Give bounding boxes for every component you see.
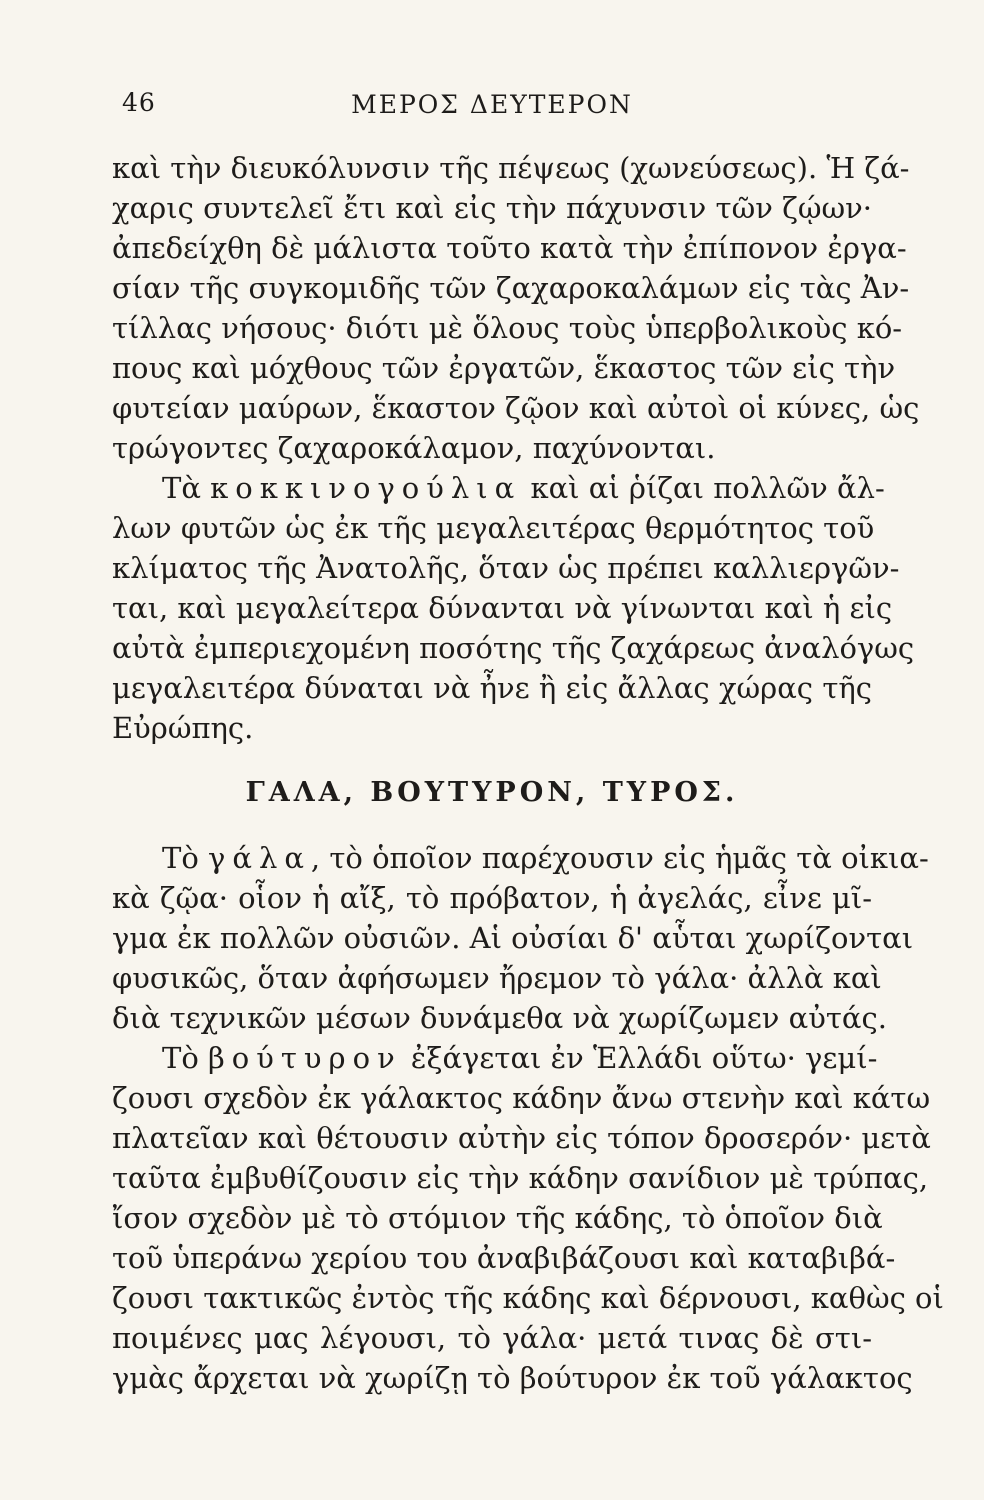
paragraph-first-line (112, 1038, 878, 1078)
text-line: ταῦτα ἐμβυθίζουσιν εἰς τὴν κάδην σανίδιον μὲ τρύπας, (112, 1161, 929, 1195)
paragraph-lead: Τὸ (162, 1041, 199, 1075)
text-line: λων φυτῶν ὡς ἐκ τῆς μεγαλειτέρας θερμότητος τοῦ (112, 511, 875, 545)
text-line: ἀπεδείχθη δὲ μάλιστα τοῦτο κατὰ τὴν ἐπίπονον ἐργα- (112, 231, 907, 265)
paragraph-first-line-rest: καὶ αἱ ῥίζαι πολλῶν ἄλ- (530, 471, 885, 505)
text-line: αὐτὰ ἐμπεριεχομένη ποσότης τῆς ζαχάρεως ἀναλόγως (112, 631, 915, 665)
text-line: τρώγοντες ζαχαροκάλαμον, παχύνονται. (112, 431, 716, 465)
text-line: καὶ τὴν διευκόλυνσιν τῆς πέψεως (χωνεύσεως). Ἡ ζά- (112, 151, 910, 185)
text-line: ζουσι τακτικῶς ἐντὸς τῆς κάδης καὶ δέρνουσι, καθὼς οἱ (112, 1281, 944, 1315)
text-line: γμα ἐκ πολλῶν οὐσιῶν. Αἱ οὐσίαι δ' αὗται χωρίζονται (112, 921, 914, 955)
page-number: 46 (122, 88, 156, 117)
paragraph-first-line-rest: , τὸ ὁποῖον παρέχουσιν εἰς ἡμᾶς τὰ οἰκια- (310, 841, 929, 875)
spaced-emphasis-word: γάλα (208, 841, 311, 875)
paragraph-lead: Τὰ (162, 471, 201, 505)
section-title: ΓΑΛΑ, ΒΟΥΤΥΡΟΝ, ΤΥΡΟΣ. (245, 777, 739, 808)
text-line: πους καὶ μόχθους τῶν ἐργατῶν, ἕκαστος τῶν εἰς τὴν (112, 351, 896, 385)
text-line: τοῦ ὑπεράνω χερίου του ἀναβιβάζουσι καὶ καταβιβά- (112, 1241, 896, 1275)
paragraph-first-line (112, 468, 885, 508)
text-line: μεγαλειτέρα δύναται νὰ ἦνε ἢ εἰς ἄλλας χώρας τῆς (112, 671, 872, 705)
text-line: φυσικῶς, ὅταν ἀφήσωμεν ἤρεμον τὸ γάλα· ἀλλὰ καὶ (112, 961, 882, 995)
text-line: πλατεῖαν καὶ θέτουσιν αὐτὴν εἰς τόπον δροσερόν· μετὰ (112, 1121, 931, 1155)
spaced-emphasis-word: κοκκινογούλια (210, 471, 522, 505)
text-line: γμὰς ἄρχεται νὰ χωρίζῃ τὸ βούτυρον ἐκ τοῦ γάλακτος (112, 1361, 913, 1395)
text-line: ζουσι σχεδὸν ἐκ γάλακτος κάδην ἄνω στενὴν καὶ κάτω (112, 1081, 931, 1115)
text-line: σίαν τῆς συγκομιδῆς τῶν ζαχαροκαλάμων εἰς τὰς Ἀν- (112, 271, 910, 305)
paragraph-lead: Τὸ (162, 841, 199, 875)
body-text (112, 148, 944, 1398)
page-header (116, 88, 868, 128)
text-line: ποιμένες μας λέγουσι, τὸ γάλα· μετά τινας δὲ στι- (112, 1321, 872, 1355)
text-line: κλίματος τῆς Ἀνατολῆς, ὅταν ὡς πρέπει καλλιεργῶν- (112, 551, 900, 585)
text-line: τίλλας νήσους· διότι μὲ ὅλους τοὺς ὑπερβολικοὺς κό- (112, 311, 903, 345)
text-line: ἴσον σχεδὸν μὲ τὸ στόμιον τῆς κάδης, τὸ ὁποῖον διὰ (112, 1201, 883, 1235)
paragraph-first-line-rest: ἐξάγεται ἐν Ἑλλάδι οὕτω· γεμί- (410, 1041, 878, 1075)
text-line: φυτείαν μαύρων, ἕκαστον ζῷον καὶ αὐτοὶ οἱ κύνες, ὡς (112, 391, 920, 425)
running-head: ΜΕΡΟΣ ΔΕΥΤΕΡΟΝ (351, 90, 633, 119)
text-line: κὰ ζῷα· οἷον ἡ αἴξ, τὸ πρόβατον, ἡ ἀγελάς, εἶνε μῖ- (112, 881, 872, 915)
spaced-emphasis-word: βούτυρον (208, 1041, 402, 1075)
text-line: ται, καὶ μεγαλείτερα δύνανται νὰ γίνωνται καὶ ἡ εἰς (112, 591, 893, 625)
text-line: Εὐρώπης. (112, 711, 254, 745)
text-line: χαρις συντελεῖ ἔτι καὶ εἰς τὴν πάχυνσιν τῶν ζῴων· (112, 191, 872, 225)
paragraph-first-line (112, 838, 929, 878)
text-line: διὰ τεχνικῶν μέσων δυνάμεθα νὰ χωρίζωμεν αὐτάς. (112, 1001, 887, 1035)
